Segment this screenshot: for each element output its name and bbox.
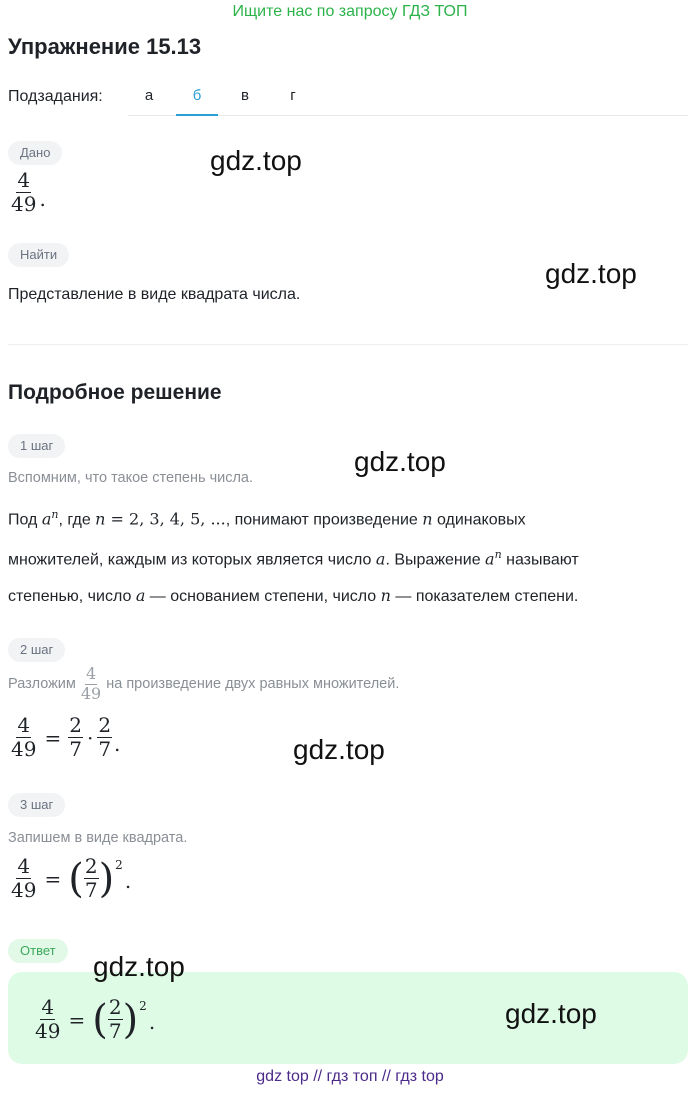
step2-hint-before: Разложим xyxy=(8,676,76,693)
given-fraction xyxy=(10,170,37,215)
step3-inner-denominator: 7 xyxy=(84,878,98,902)
step1-definition xyxy=(8,497,688,614)
step1-hint: Вспомним, что такое степень числа. xyxy=(8,470,254,486)
step2-factor-2-denominator: 7 xyxy=(98,737,112,761)
subtask-tab-a[interactable]: а xyxy=(144,87,154,104)
equals-sign: = xyxy=(44,725,62,750)
answer-right-paren: ) xyxy=(122,996,139,1043)
step1-text-4: одинаковых xyxy=(432,511,526,529)
find-pill: Найти xyxy=(8,243,69,267)
given-expression xyxy=(10,170,46,215)
step2-hint-numerator: 4 xyxy=(85,664,97,683)
answer-lhs-denominator: 49 xyxy=(35,1019,61,1043)
step1-text-2: , где xyxy=(58,511,96,529)
subtasks-label: Подзадания: xyxy=(8,88,103,105)
step2-lhs-denominator: 49 xyxy=(11,737,37,761)
given-fraction-denominator: 49 xyxy=(11,192,37,216)
step3-inner-fraction xyxy=(84,856,99,901)
given-period: . xyxy=(39,187,46,211)
answer-equation xyxy=(34,997,155,1042)
given-fraction-numerator: 4 xyxy=(17,168,31,192)
step1-pill: 1 шаг xyxy=(8,434,65,458)
a-var-2: a xyxy=(375,549,386,569)
step1-text-10: — показателем степени. xyxy=(390,587,579,605)
right-paren: ) xyxy=(98,855,115,902)
step3-lhs-fraction xyxy=(10,856,37,901)
answer-lhs-fraction xyxy=(34,997,61,1042)
base-var: a xyxy=(41,509,52,529)
step3-lhs-denominator: 49 xyxy=(11,878,37,902)
step1-text-7: называют xyxy=(501,551,579,569)
step2-hint xyxy=(8,666,399,703)
step1-text-5: множителей, каждым из которых является число xyxy=(8,551,376,569)
step3-exponent: 2 xyxy=(115,858,123,872)
step1-text-8: степенью, число xyxy=(8,587,136,605)
step1-text-9: — основанием степени, число xyxy=(145,587,381,605)
answer-period: . xyxy=(148,1010,156,1034)
given-pill: Дано xyxy=(8,141,62,165)
step3-inner-numerator: 2 xyxy=(84,854,98,878)
answer-inner-denominator: 7 xyxy=(108,1019,122,1043)
exp-var: n xyxy=(51,508,59,521)
search-banner: Ищите нас по запросу ГДЗ ТОП xyxy=(232,3,468,20)
subtask-tab-g[interactable]: г xyxy=(290,87,296,104)
equals-sign-2: = xyxy=(44,866,62,891)
n-var-3: n xyxy=(380,585,391,605)
step2-equation xyxy=(10,715,120,760)
answer-equals-sign: = xyxy=(68,1007,86,1032)
step3-pill: 3 шаг xyxy=(8,793,65,817)
left-paren: ( xyxy=(68,855,84,902)
subtask-tab-v[interactable]: в xyxy=(241,87,249,104)
step2-lhs-numerator: 4 xyxy=(17,713,31,737)
step1-text-1: Под xyxy=(8,511,42,529)
find-text: Представление в виде квадрата числа. xyxy=(8,286,301,303)
answer-exponent: 2 xyxy=(139,999,147,1013)
step2-factor-2 xyxy=(97,715,112,760)
section-divider xyxy=(8,344,688,345)
step2-pill: 2 шаг xyxy=(8,638,65,662)
n-var: n xyxy=(95,509,106,529)
watermark: gdz.top xyxy=(354,446,446,477)
step2-lhs-fraction xyxy=(10,715,37,760)
step2-hint-fraction xyxy=(80,666,102,703)
step3-equation xyxy=(10,856,131,901)
step1-text-3: , понимают произведение xyxy=(225,511,423,529)
answer-inner-numerator: 2 xyxy=(108,995,122,1019)
step2-factor-1 xyxy=(68,715,83,760)
subtask-tabs xyxy=(128,80,688,116)
watermark: gdz.top xyxy=(293,734,385,765)
n-values: = 2, 3, 4, 5, ... xyxy=(105,509,226,529)
step3-lhs-numerator: 4 xyxy=(17,854,31,878)
page-title: Упражнение 15.13 xyxy=(8,34,202,59)
n-var-2: n xyxy=(422,509,433,529)
step2-hint-denominator: 49 xyxy=(80,683,102,703)
answer-inner-fraction xyxy=(108,997,123,1042)
step2-hint-after: на произведение двух равных множителей. xyxy=(106,676,400,693)
subtask-tab-b[interactable]: б xyxy=(176,80,218,116)
step1-text-6: . Выражение xyxy=(385,551,486,569)
answer-pill: Ответ xyxy=(8,939,68,963)
step2-factor-2-numerator: 2 xyxy=(98,713,112,737)
step3-period: . xyxy=(124,869,132,893)
multiply-dot: · xyxy=(86,725,94,750)
answer-lhs-numerator: 4 xyxy=(41,995,55,1019)
step2-period: . xyxy=(114,732,121,756)
step3-hint: Запишем в виде квадрата. xyxy=(8,830,188,846)
watermark: gdz.top xyxy=(210,145,302,176)
footer-links: gdz top // гдз топ // гдз top xyxy=(256,1068,444,1085)
a-var-3: a xyxy=(485,549,495,569)
step2-factor-1-numerator: 2 xyxy=(69,713,82,737)
watermark: gdz.top xyxy=(505,998,597,1029)
answer-left-paren: ( xyxy=(92,996,108,1043)
watermark: gdz.top xyxy=(93,951,185,982)
watermark: gdz.top xyxy=(545,258,637,289)
a-var-4: a xyxy=(135,585,146,605)
exp-var-2: n xyxy=(494,548,502,562)
solution-heading: Подробное решение xyxy=(8,381,222,404)
step2-factor-1-denominator: 7 xyxy=(69,737,82,761)
